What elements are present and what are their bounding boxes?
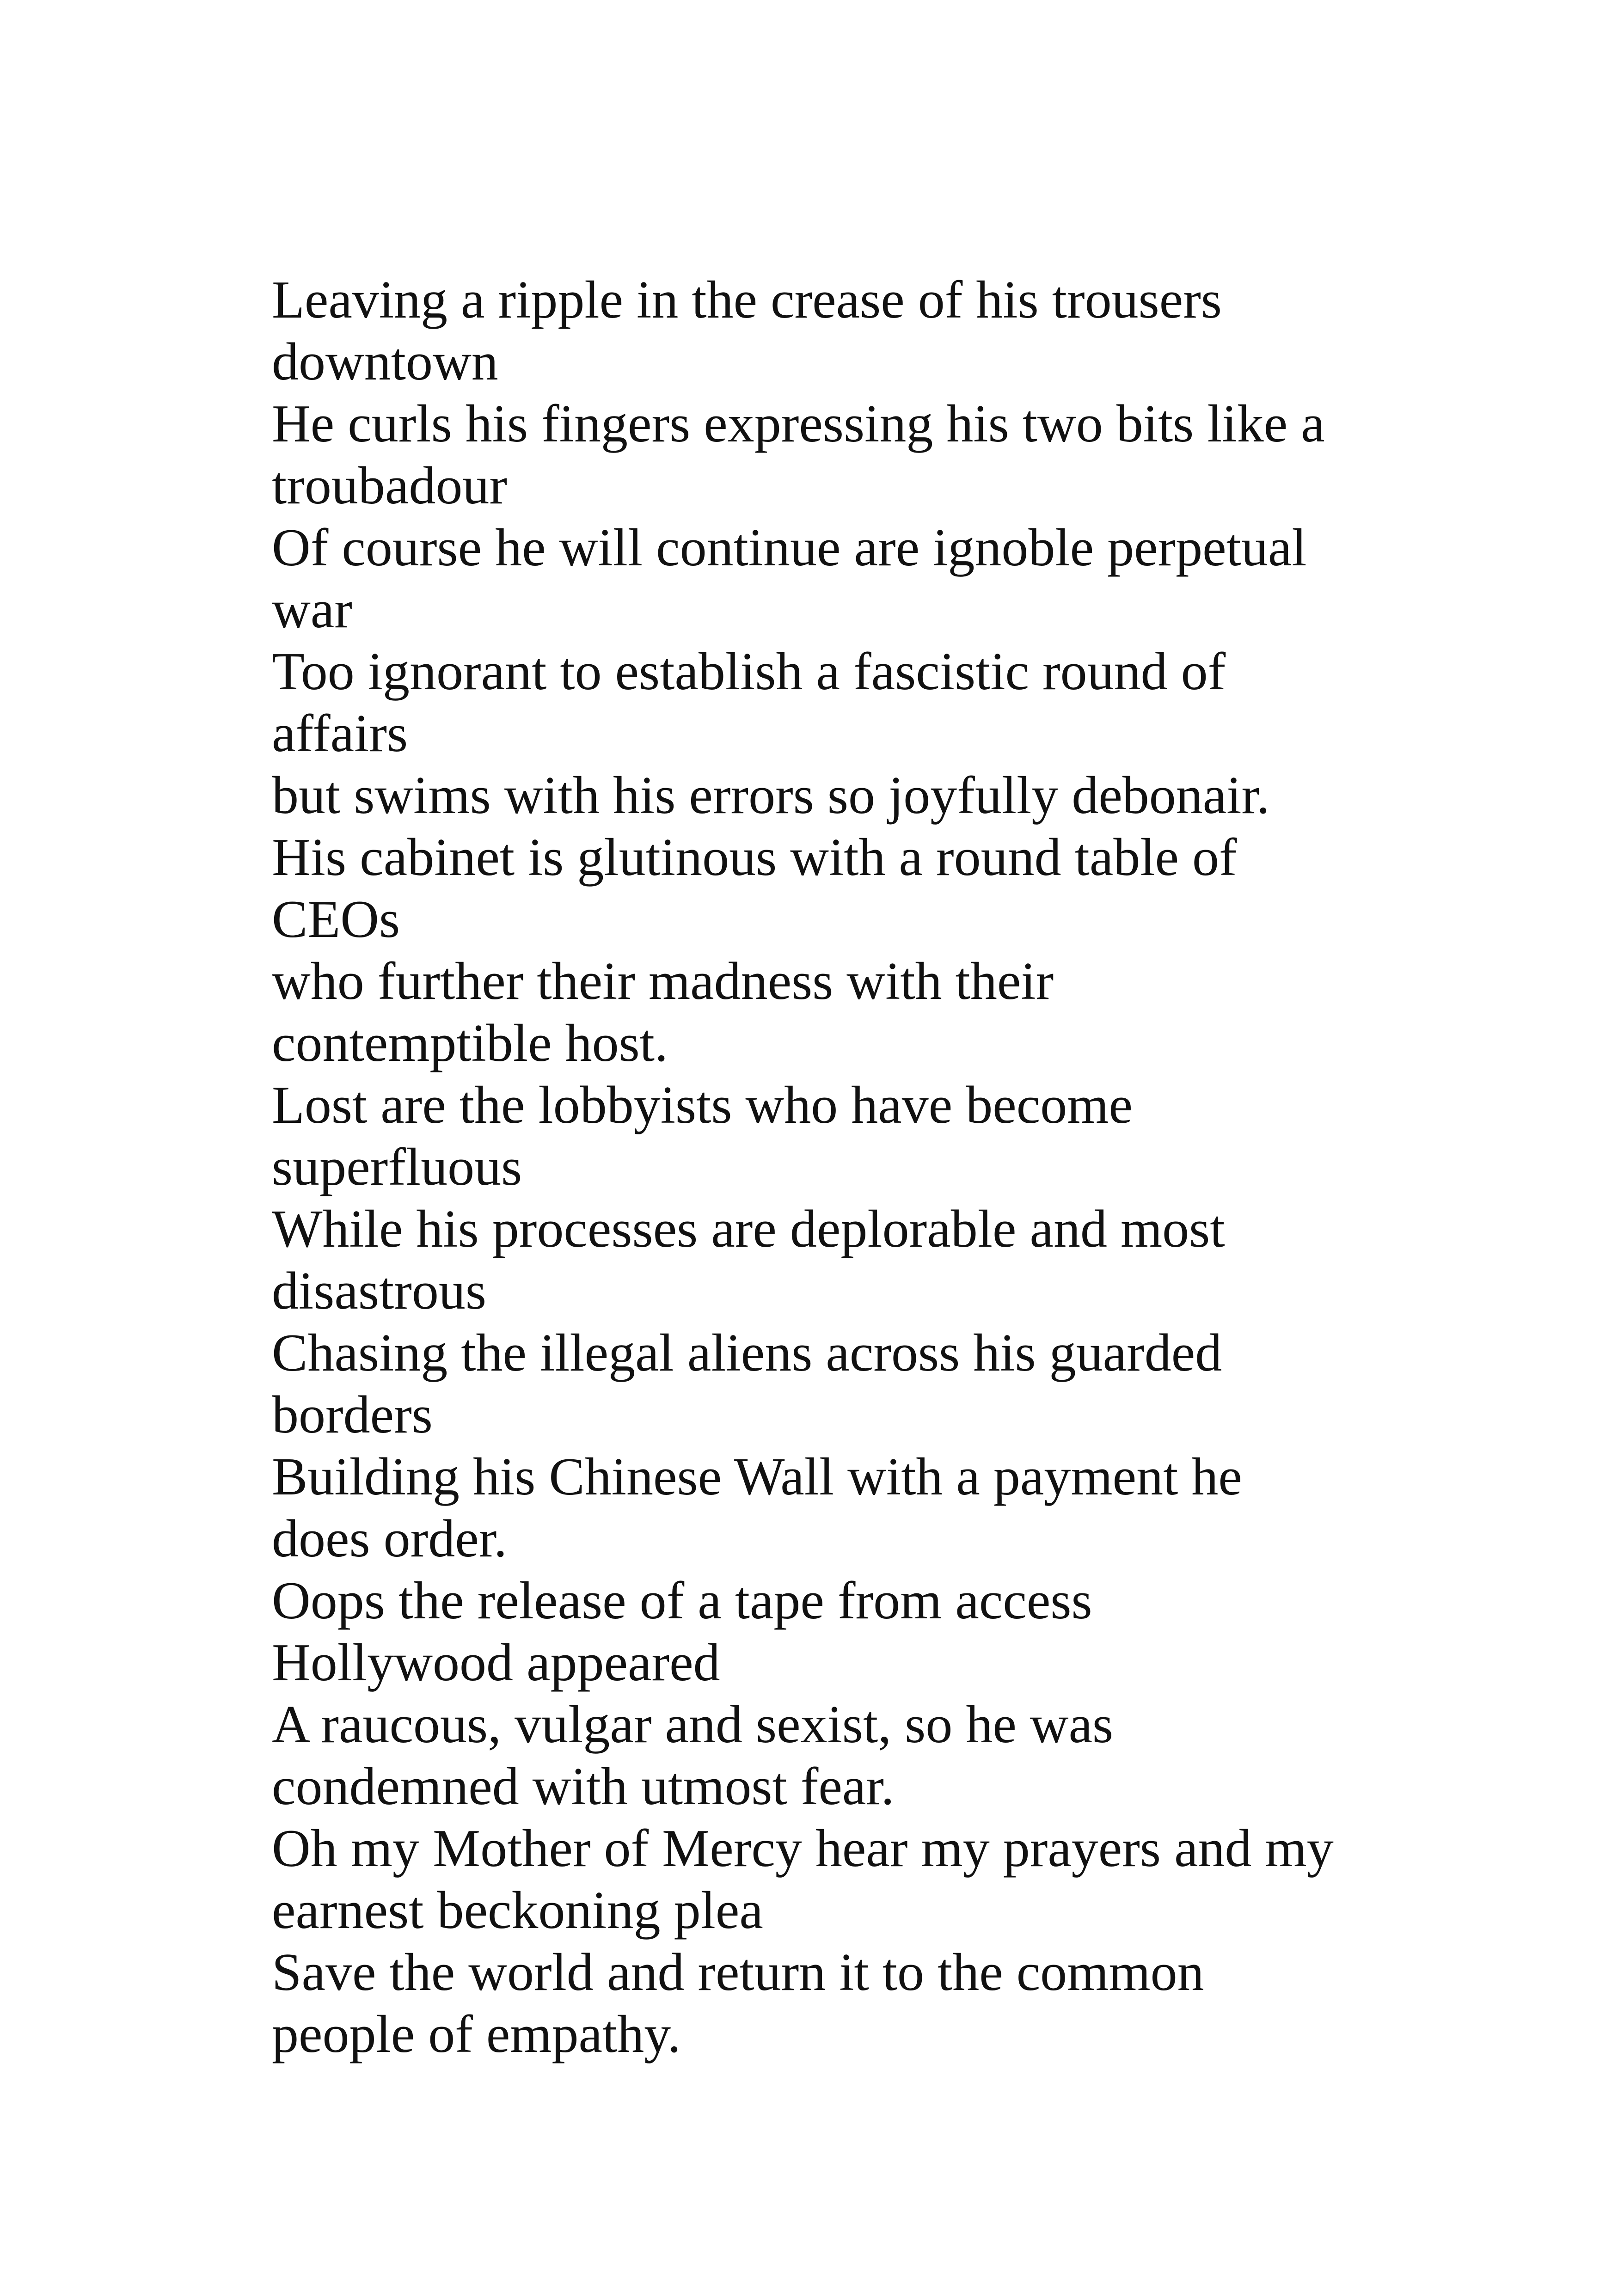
poem-line: Save the world and return it to the common [272,1943,1204,2002]
poem-line: His cabinet is glutinous with a round table of [272,828,1237,887]
poem-line: contemptible host. [272,1014,668,1073]
poem-line: While his processes are deplorable and most [272,1200,1225,1259]
poem-line: downtown [272,332,498,392]
poem-line: Chasing the illegal aliens across his guarded [272,1323,1222,1383]
poem-line: war [272,580,352,639]
poem-line: disastrous [272,1261,486,1321]
poem-text [272,269,1381,2065]
poem-line: A raucous, vulgar and sexist, so he was [272,1695,1114,1754]
poem-line: Leaving a ripple in the crease of his trousers [272,270,1222,330]
poem-line: who further their madness with their [272,952,1054,1011]
poem-line: Of course he will continue are ignoble perpetual [272,518,1307,577]
poem-line: troubadour [272,456,507,515]
poem-line: superfluous [272,1138,522,1197]
poem-line: condemned with utmost fear. [272,1757,895,1816]
poem-line: borders [272,1385,433,1445]
poem-line: people of empathy. [272,2005,681,2064]
poem-line: affairs [272,704,408,763]
poem-line: Oh my Mother of Mercy hear my prayers and my [272,1819,1334,1878]
poem-line: Lost are the lobbyists who have become [272,1076,1133,1135]
poem-line: Too ignorant to establish a fascistic round of [272,642,1226,701]
poem-line: but swims with his errors so joyfully debonair. [272,766,1270,825]
poem-line: Oops the release of a tape from access [272,1571,1092,1630]
poem-line: He curls his fingers expressing his two bits like a [272,394,1325,453]
poem-line: earnest beckoning plea [272,1881,763,1940]
poem-line: CEOs [272,890,400,949]
poem-line: does order. [272,1509,507,1568]
poem-line: Hollywood appeared [272,1633,720,1692]
poem-line: Building his Chinese Wall with a payment he [272,1447,1242,1506]
